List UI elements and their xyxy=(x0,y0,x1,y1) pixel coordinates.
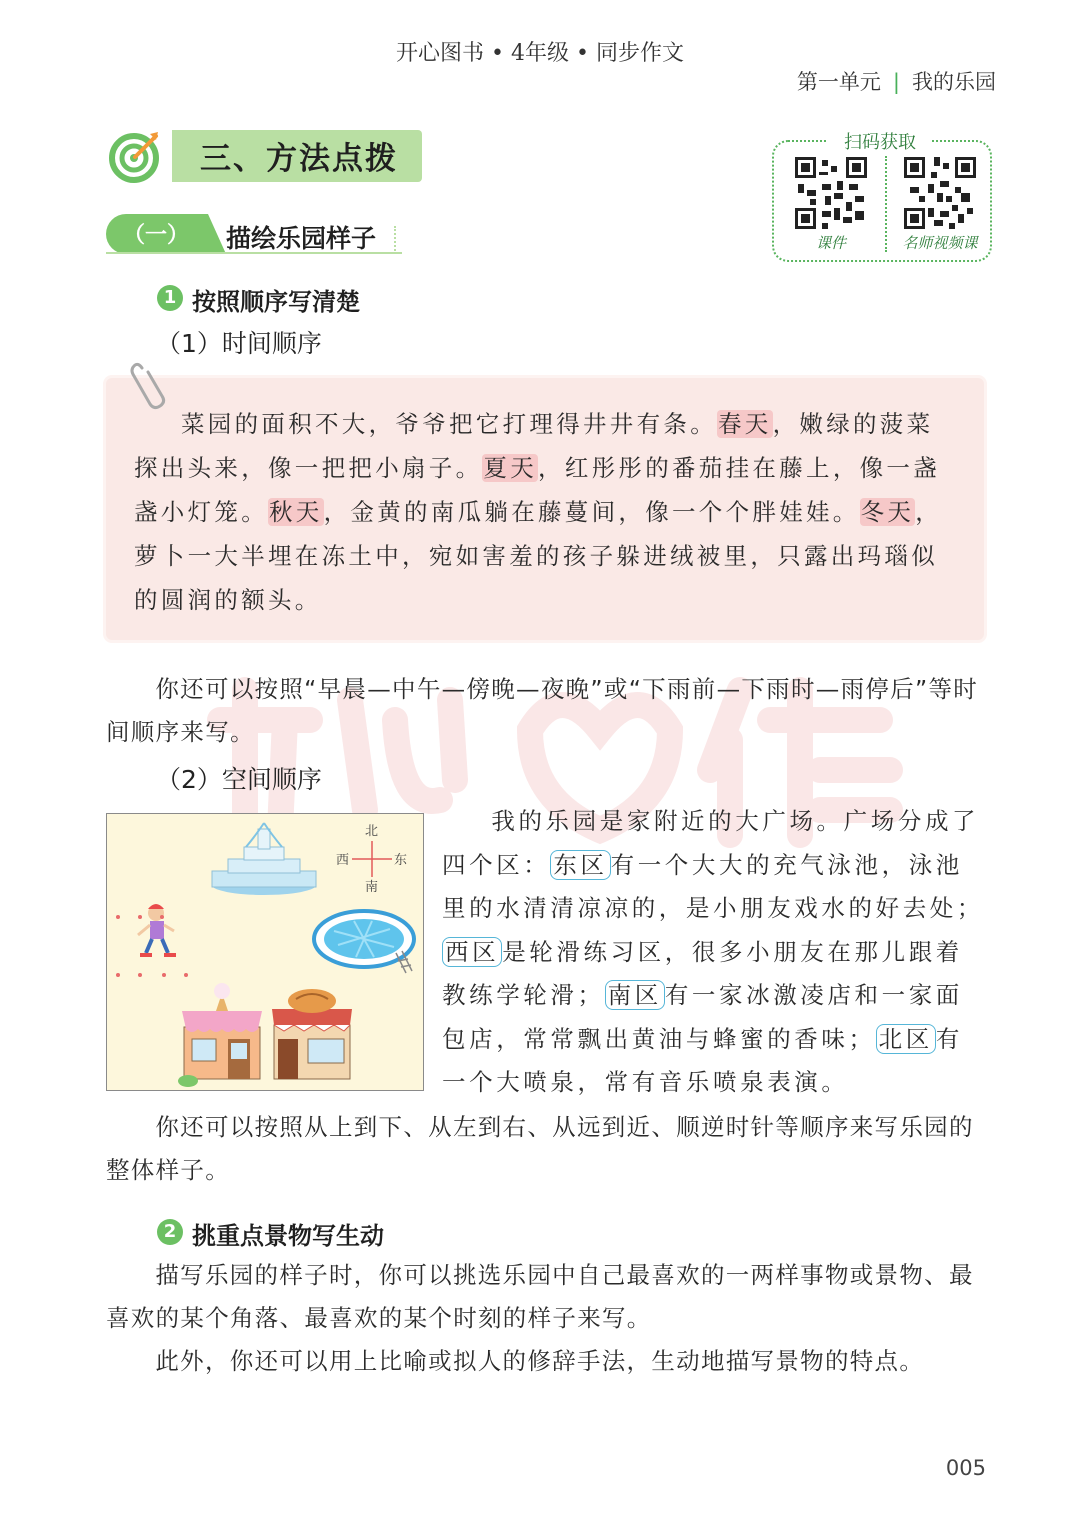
page-number: 005 xyxy=(945,1456,986,1480)
example-sentence: ，嫩绿的菠菜探出头来，像一把把小扇子。 xyxy=(134,410,934,482)
example-sentence: 菜园的面积不大，爷爷把它打理得井井有条。 xyxy=(181,410,717,438)
time-order-tip-text: 你还可以按照“早晨—中午—傍晚—夜晚”或“下雨前—下雨时—雨停后”等时间顺序来写。 xyxy=(106,675,979,746)
subsection-underline-cap xyxy=(394,226,398,254)
unit-header xyxy=(797,66,996,96)
time-order-example xyxy=(134,402,954,622)
qr-label-video-course[interactable]: 名师视频课 xyxy=(902,234,978,252)
book-title: 开心图书 • 4年级 • 同步作文 xyxy=(396,41,684,66)
point-number-badge: 2 xyxy=(157,1219,183,1245)
qr-label-courseware[interactable]: 课件 xyxy=(815,234,846,252)
qr-code-icon[interactable] xyxy=(904,157,976,229)
compass-east: 东 xyxy=(394,853,408,868)
highlight-scenery-text xyxy=(106,1254,986,1383)
park-illustration xyxy=(106,813,424,1091)
subsection-title: 描绘乐园样子 xyxy=(226,224,377,253)
example-sentence: ，红彤彤的番茄挂在藤上，像一盏盏小灯笼。 xyxy=(134,454,941,526)
qr-divider xyxy=(885,156,887,252)
time-order-tip xyxy=(106,668,986,754)
compass-west: 西 xyxy=(336,853,350,868)
season-autumn: 秋天 xyxy=(269,498,323,526)
unit-label: 第一单元 xyxy=(796,70,881,94)
point-title: 按照顺序写清楚 xyxy=(192,287,360,316)
zone-south: 南区 xyxy=(605,980,665,1010)
example-sentence: ，萝卜一大半埋在冻土中，宛如害羞的孩子躲进绒被里，只露出玛瑙似的圆润的额头。 xyxy=(134,498,943,614)
unit-title: 我的乐园 xyxy=(912,70,996,94)
space-order-tip-text: 你还可以按照从上到下、从左到右、从远到近、顺逆时针等顺序来写乐园的整体样子。 xyxy=(106,1113,974,1184)
subsection-number: （一） xyxy=(122,223,189,248)
season-summer: 夏天 xyxy=(483,454,538,482)
point-number-badge: 1 xyxy=(157,285,183,311)
qr-panel-header: 扫码获取 xyxy=(828,128,932,154)
compass-north: 北 xyxy=(365,824,379,839)
body-paragraph: 描写乐园的样子时，你可以挑选乐园中自己最喜欢的一两样事物或景物、最喜欢的某个角落、最喜欢的某个时刻的样子来写。 xyxy=(106,1261,974,1332)
time-order-title: （1）时间顺序 xyxy=(156,329,322,358)
space-order-example xyxy=(442,800,988,1105)
unit-divider: | xyxy=(892,70,900,94)
zone-east: 东区 xyxy=(550,850,610,880)
example-sentence: ，金黄的南瓜躺在藤蔓间，像一个个胖娃娃。 xyxy=(323,498,860,526)
example-sentence: 有一个大大的充气泳池，泳池里的水清清凉凉的，是小朋友戏水的好去处； xyxy=(442,850,984,922)
point-title: 挑重点景物写生动 xyxy=(192,1221,384,1250)
example-sentence: 我的乐园是家附近的大广场。广场分成了四个区： xyxy=(442,807,980,879)
space-order-tip xyxy=(106,1106,986,1192)
zone-west: 西区 xyxy=(442,937,502,967)
example-sentence: 有一个大喷泉，常有音乐喷泉表演。 xyxy=(442,1024,963,1096)
season-winter: 冬天 xyxy=(860,498,915,526)
qr-code-icon[interactable] xyxy=(795,157,867,229)
example-sentence: 是轮滑练习区，很多小朋友在那儿跟着教练学轮滑； xyxy=(442,937,963,1009)
target-arrow-icon xyxy=(108,128,164,184)
compass-south: 南 xyxy=(365,880,379,895)
season-spring: 春天 xyxy=(718,410,772,438)
example-sentence: 有一家冰激凌店和一家面包店，常常飘出黄油与蜂蜜的香味； xyxy=(442,981,963,1053)
body-paragraph: 此外，你还可以用上比喻或拟人的修辞手法，生动地描写景物的特点。 xyxy=(155,1347,925,1375)
zone-north: 北区 xyxy=(876,1024,936,1054)
section-title: 三、方法点拨 xyxy=(200,141,398,177)
subsection-pill-tail xyxy=(204,214,228,254)
space-order-title: （2）空间顺序 xyxy=(156,765,322,794)
